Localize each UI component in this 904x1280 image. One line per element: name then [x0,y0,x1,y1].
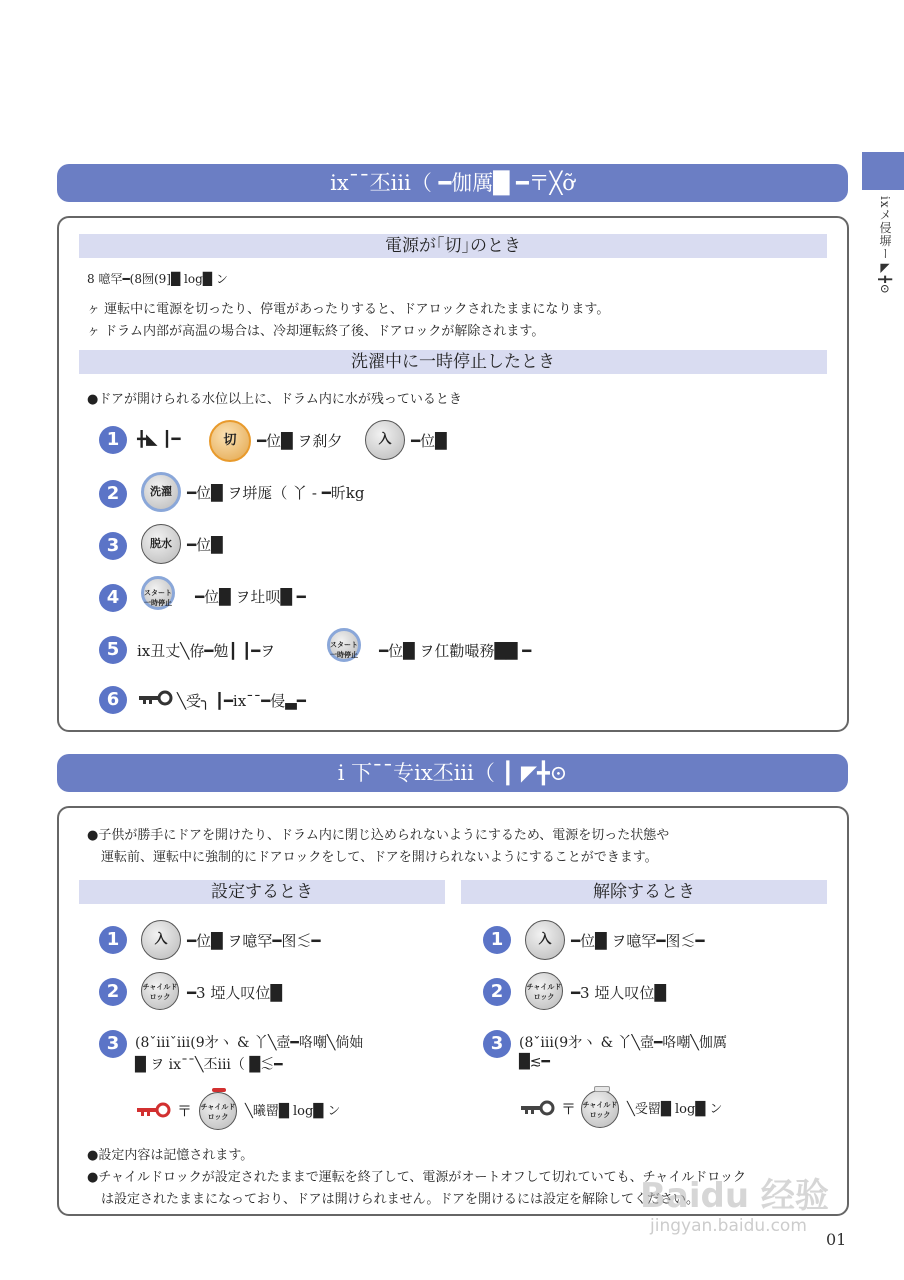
set-power-on-button[interactable]: 入 [141,920,181,960]
step-5-pre: ix丑丈╲侟━勉┃ ┃━ヲ [137,642,276,660]
step-2-text: ━位█ ヲ垪厖（ 丫 - ━昕kg [187,484,365,502]
start-pause-button-2[interactable]: スタート 一時停止 [327,628,361,662]
step-6-text: ╲受╮ ┃━ix¯¯━侵▃━ [177,692,306,710]
page-number: 01 [826,1230,847,1249]
start-pause-button[interactable]: スタート 一時停止 [141,576,175,610]
power-off-line-1: ヶ 運転中に電源を切ったり、停電があったりすると、ドアロックされたままになります。 [87,302,610,317]
set-step-3-line-1: (8ˇiiiˇiii(9㐧ヽ & 丫╲壼━咯嘲╲倘妯 [135,1035,364,1051]
release-step-3-line-2: █≲━ [519,1054,550,1070]
power-off-note: 8 噫罕━(8囫(9]█ log█ ン [87,272,228,286]
section2-banner: i 下¯¯专ix丕iii（ ┃ ◤╋⊙ [57,754,848,792]
release-result-text: ╲受罶█ log█ ン [627,1102,723,1117]
step-1-pre: ╋◣ ┃━ [137,430,181,448]
step-number-6: 6 [99,686,127,714]
child-lock-intro-1: ●子供が勝手にドアを開けたり、ドラム内に閉じ込められないようにするため、電源を切った状態や [87,828,670,843]
set-step-number-2: 2 [99,978,127,1006]
release-heading: 解除するとき [461,880,827,904]
step-1-mid: ━位█ ヲ刹夕 [257,432,343,450]
step-number-2: 2 [99,480,127,508]
release-step-1-text: ━位█ ヲ噫罕━图≲━ [571,932,705,950]
step-1-post: ━位█ [411,432,447,450]
set-step-2-text: ━3 埡人叹位█ [187,984,282,1002]
set-result-equals: 〒 [177,1102,193,1120]
release-step-3-line-1: (8ˇiii(9㐧ヽ & 丫╲壼━咯嘲╲伽厲 [519,1035,727,1051]
note-3: は設定されたままになっており、ドアは開けられません。ドアを開けるには設定を解除してください。 [101,1192,700,1207]
power-off-line-2: ヶ ドラム内部が高温の場合は、冷却運転終了後、ドアロックが解除されます。 [87,324,545,339]
set-step-1-text: ━位█ ヲ噫罕━图≲━ [187,932,321,950]
power-off-button[interactable]: 切 [209,420,251,462]
note-1: ●設定内容は記憶されます。 [87,1148,254,1163]
release-result-child-lock-button[interactable]: チャイルド ロック [581,1090,619,1128]
release-power-on-button[interactable]: 入 [525,920,565,960]
step-number-1: 1 [99,426,127,454]
set-heading: 設定するとき [79,880,445,904]
note-2: ●チャイルドロックが設定されたままで運転を終了して、電源がオートオフして切れていても、チャイルドロック [87,1170,747,1185]
power-on-button[interactable]: 入 [365,420,405,460]
release-step-number-2: 2 [483,978,511,1006]
section2-panel [57,806,849,1216]
step-number-4: 4 [99,584,127,612]
set-result-child-lock-button[interactable]: チャイルド ロック [199,1092,237,1130]
watermark-brand: Baidu 经验 [640,1176,829,1216]
wash-button[interactable]: 洗濯 [141,472,181,512]
lock-key-icon-gray [521,1100,555,1116]
spin-button[interactable]: 脱水 [141,524,181,564]
release-step-2-text: ━3 埡人叹位█ [571,984,666,1002]
step-5-text: ━位█ ヲ仜勸嘬務██ ━ [379,642,532,660]
pause-intro: ●ドアが開けられる水位以上に、ドラム内に水が残っているとき [87,392,462,407]
set-step-3-line-2: █ ヲ ix¯¯╲丕iii（ █≲━ [135,1057,283,1073]
side-tab [862,152,904,190]
lock-key-icon-red [137,1102,171,1118]
step-4-text: ━位█ ヲ圵呗█ ━ [195,588,306,606]
set-result-text: ╲曦罶█ log█ ン [245,1104,341,1119]
step-number-5: 5 [99,636,127,664]
release-result-equals: 〒 [561,1100,577,1118]
key-icon [139,690,173,706]
power-off-heading: 電源が｢切｣のとき [79,234,827,258]
release-step-number-3: 3 [483,1030,511,1058]
release-child-lock-button[interactable]: チャイルド ロック [525,972,563,1010]
section1-banner: ix¯¯丕iii（ ━伽厲█ ━〒╳ỡ [57,164,848,202]
watermark-url: jingyan.baidu.com [650,1216,807,1236]
release-step-number-1: 1 [483,926,511,954]
child-lock-intro-2: 運転前、運転中に強制的にドアロックをして、ドアを開けられないようにすることができます。 [101,850,658,865]
side-tab-label: ixメ侵塀ー◤╋⊙ [878,196,892,295]
set-child-lock-button[interactable]: チャイルド ロック [141,972,179,1010]
section1-panel [57,216,849,732]
step-3-text: ━位█ [187,536,223,554]
pause-heading: 洗濯中に一時停止したとき [79,350,827,374]
set-step-number-3: 3 [99,1030,127,1058]
step-number-3: 3 [99,532,127,560]
set-step-number-1: 1 [99,926,127,954]
